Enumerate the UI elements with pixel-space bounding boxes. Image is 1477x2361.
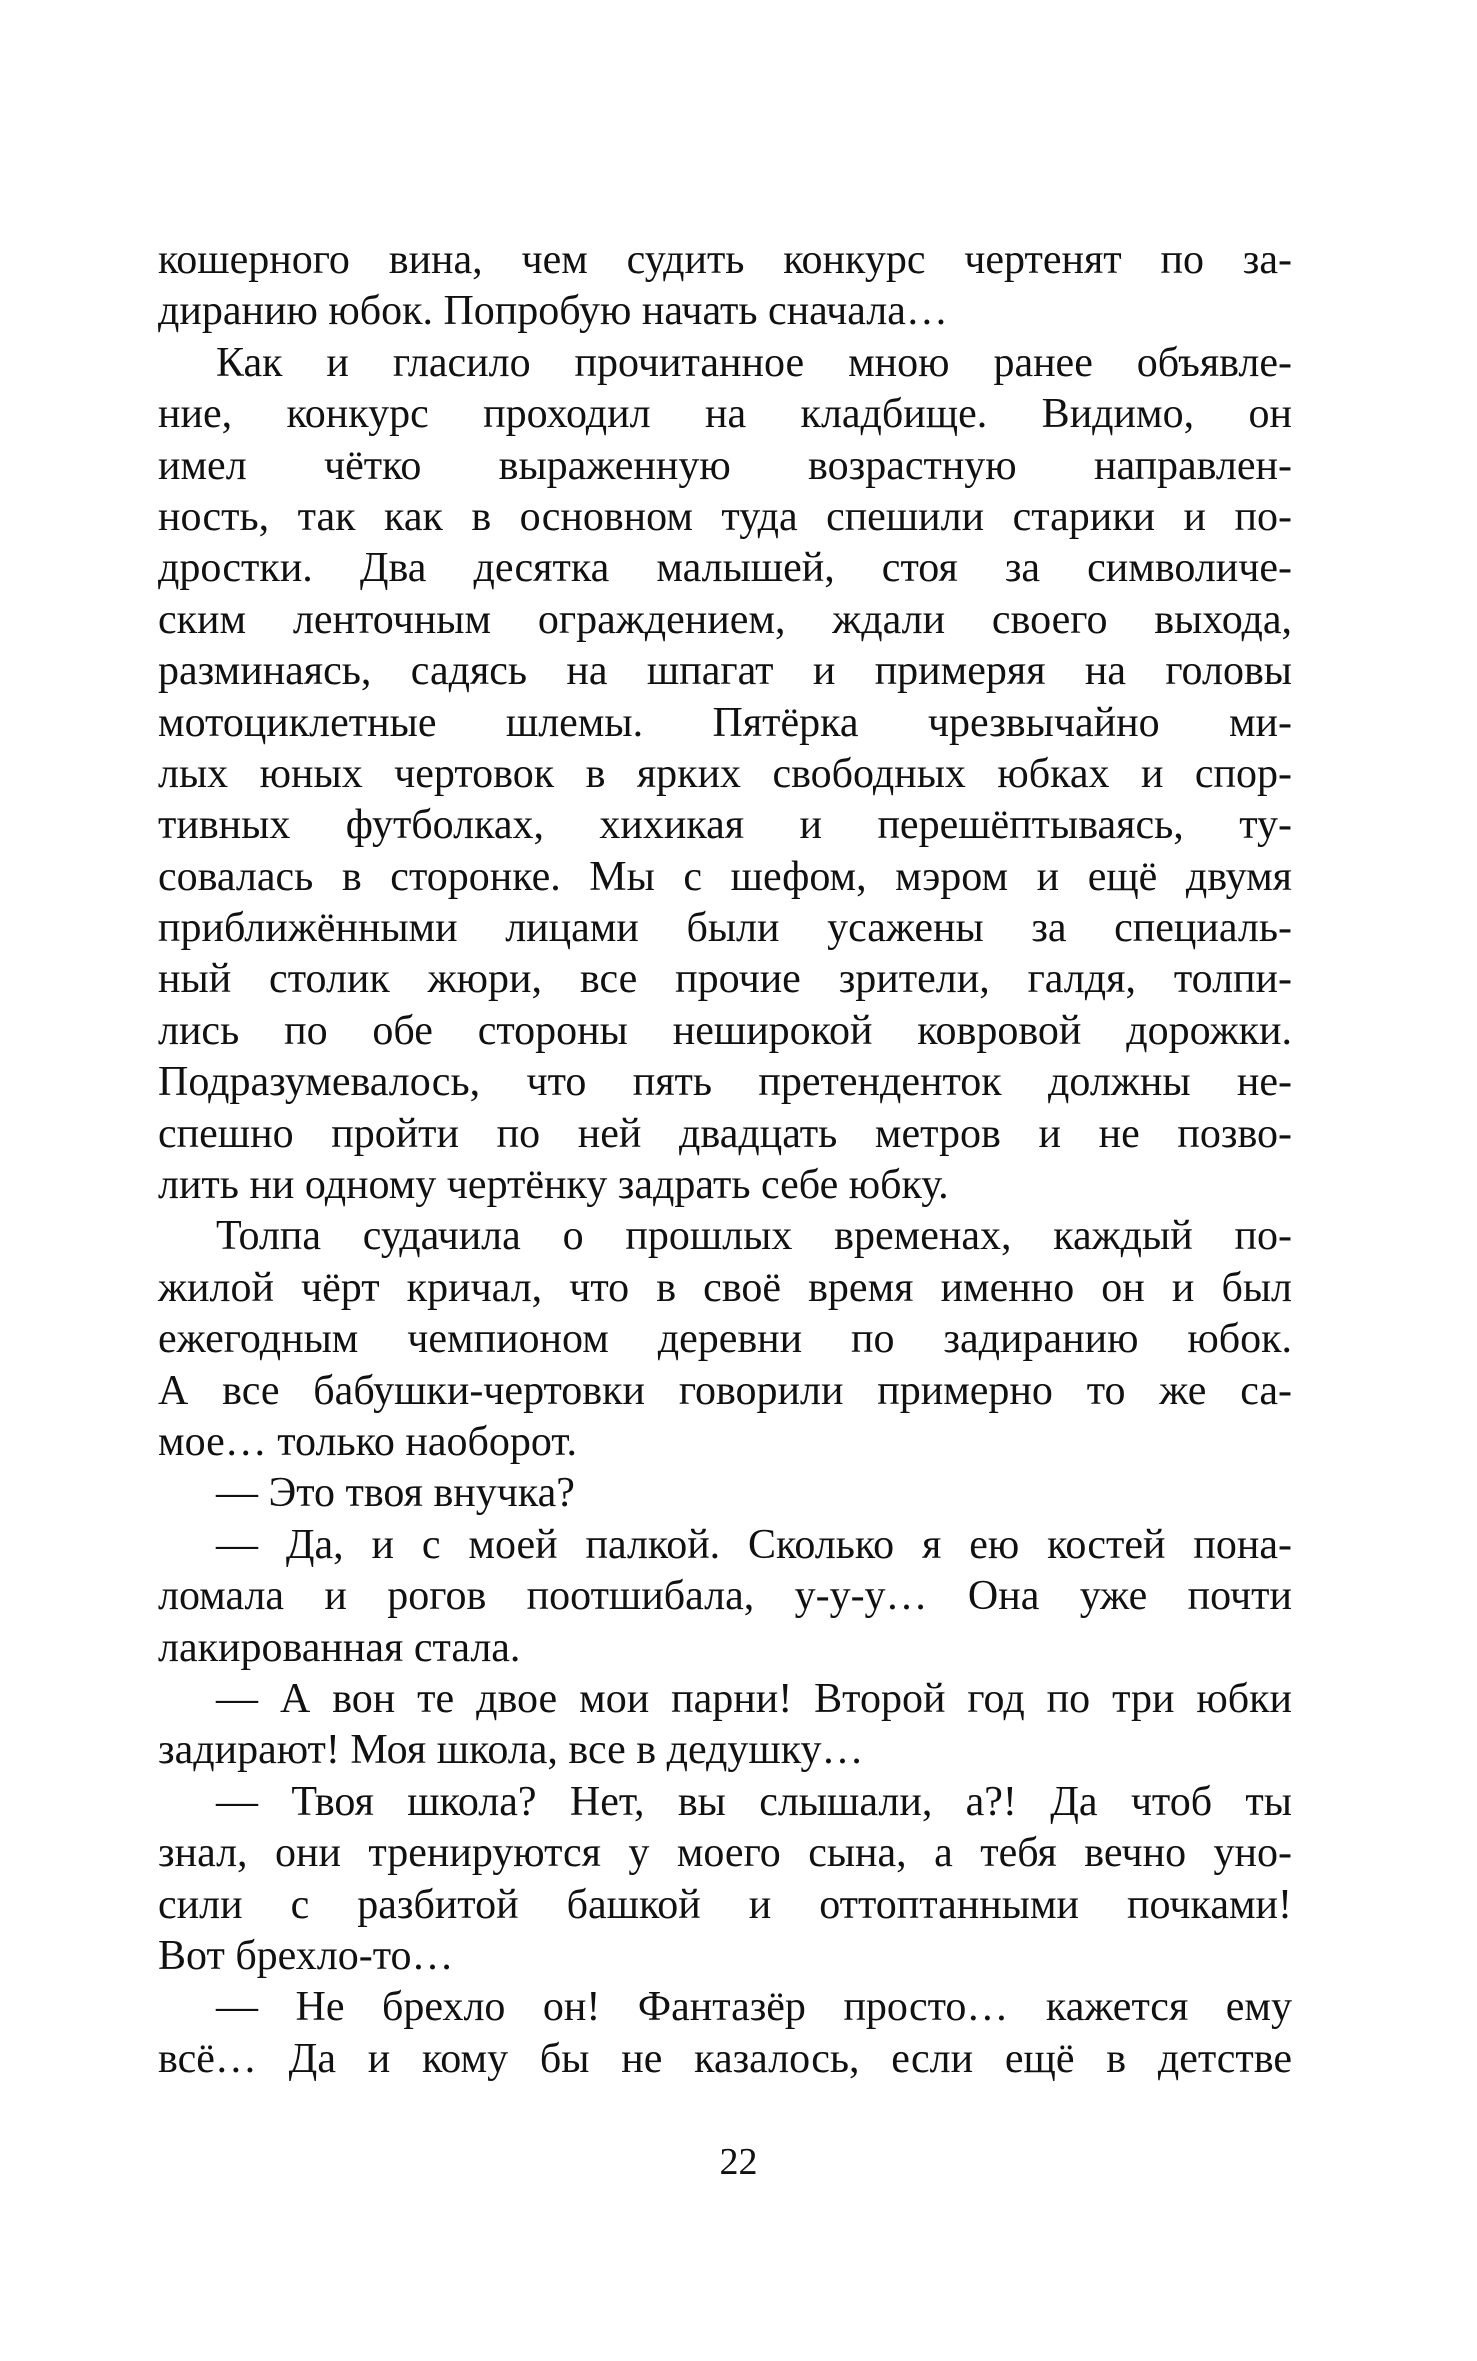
text-line: — А вон те двое мои парни! Второй год по три юбки [216,1675,1292,1722]
text-line: жилой чёрт кричал, что в своё время именно он и был [158,1264,1292,1311]
text-line: лись по обе стороны неширокой ковровой дорожки. [158,1007,1292,1054]
text-line: ломала и рогов поотшибала, у-у-у… Она уже почти [158,1573,1292,1620]
text-line: всё… Да и кому бы не казалось, если ещё в детстве [158,2035,1292,2082]
text-line: — Да, и с моей палкой. Сколько я ею костей пона- [216,1521,1292,1568]
text-line: ный столик жюри, все прочие зрители, галдя, толпи- [158,956,1292,1003]
page-number: 22 [719,2141,758,2183]
text-line: — Твоя школа? Нет, вы слышали, а?! Да чтоб ты [216,1778,1292,1825]
text-line: совалась в сторонке. Мы с шефом, мэром и ещё двумя [158,853,1292,900]
text-line: лых юных чертовок в ярких свободных юбках и спор- [158,750,1292,797]
text-line: А все бабушки-чертовки говорили примерно то же са- [158,1367,1292,1414]
text-line: разминаясь, садясь на шпагат и примеряя на головы [158,648,1292,695]
text-line: ским ленточным ограждением, ждали своего выхода, [158,596,1292,643]
text-line: имел чётко выраженную возрастную направлен- [158,442,1292,489]
text-line: задирают! Моя школа, все в дедушку… [158,1727,864,1774]
text-line: Как и гласило прочитанное мною ранее объявле- [216,339,1292,386]
body-text [158,235,1292,2085]
text-line: мое… только наоборот. [158,1418,577,1465]
text-line: Вот брехло-то… [158,1932,454,1979]
text-line: — Не брехло он! Фантазёр просто… кажется ему [216,1984,1292,2031]
text-line: Толпа судачила о прошлых временах, каждый по- [216,1213,1292,1260]
text-line: лить ни одному чертёнку задрать себе юбку. [158,1162,949,1209]
text-line: ежегодным чемпионом деревни по задиранию юбок. [158,1316,1292,1363]
text-line: диранию юбок. Попробую начать сначала… [158,288,948,335]
text-line: — Это твоя внучка? [216,1470,575,1517]
text-line: Подразумевалось, что пять претенденток должны не- [158,1059,1292,1106]
text-line: приближёнными лицами были усажены за специаль- [158,905,1292,952]
text-line: ность, так как в основном туда спешили старики и по- [158,493,1292,540]
text-line: тивных футболках, хихикая и перешёптываясь, ту- [158,802,1292,849]
text-line: спешно пройти по ней двадцать метров и не позво- [158,1110,1292,1157]
text-line: лакированная стала. [158,1624,521,1671]
text-line: сили с разбитой башкой и оттоптанными почками! [158,1881,1292,1928]
text-line: ние, конкурс проходил на кладбище. Видимо, он [158,391,1292,438]
text-line: знал, они тренируются у моего сына, а тебя вечно уно- [158,1830,1292,1877]
text-line: мотоциклетные шлемы. Пятёрка чрезвычайно ми- [158,699,1292,746]
text-line: кошерного вина, чем судить конкурс чертенят по за- [158,237,1292,283]
text-line: дростки. Два десятка малышей, стоя за символиче- [158,545,1292,592]
